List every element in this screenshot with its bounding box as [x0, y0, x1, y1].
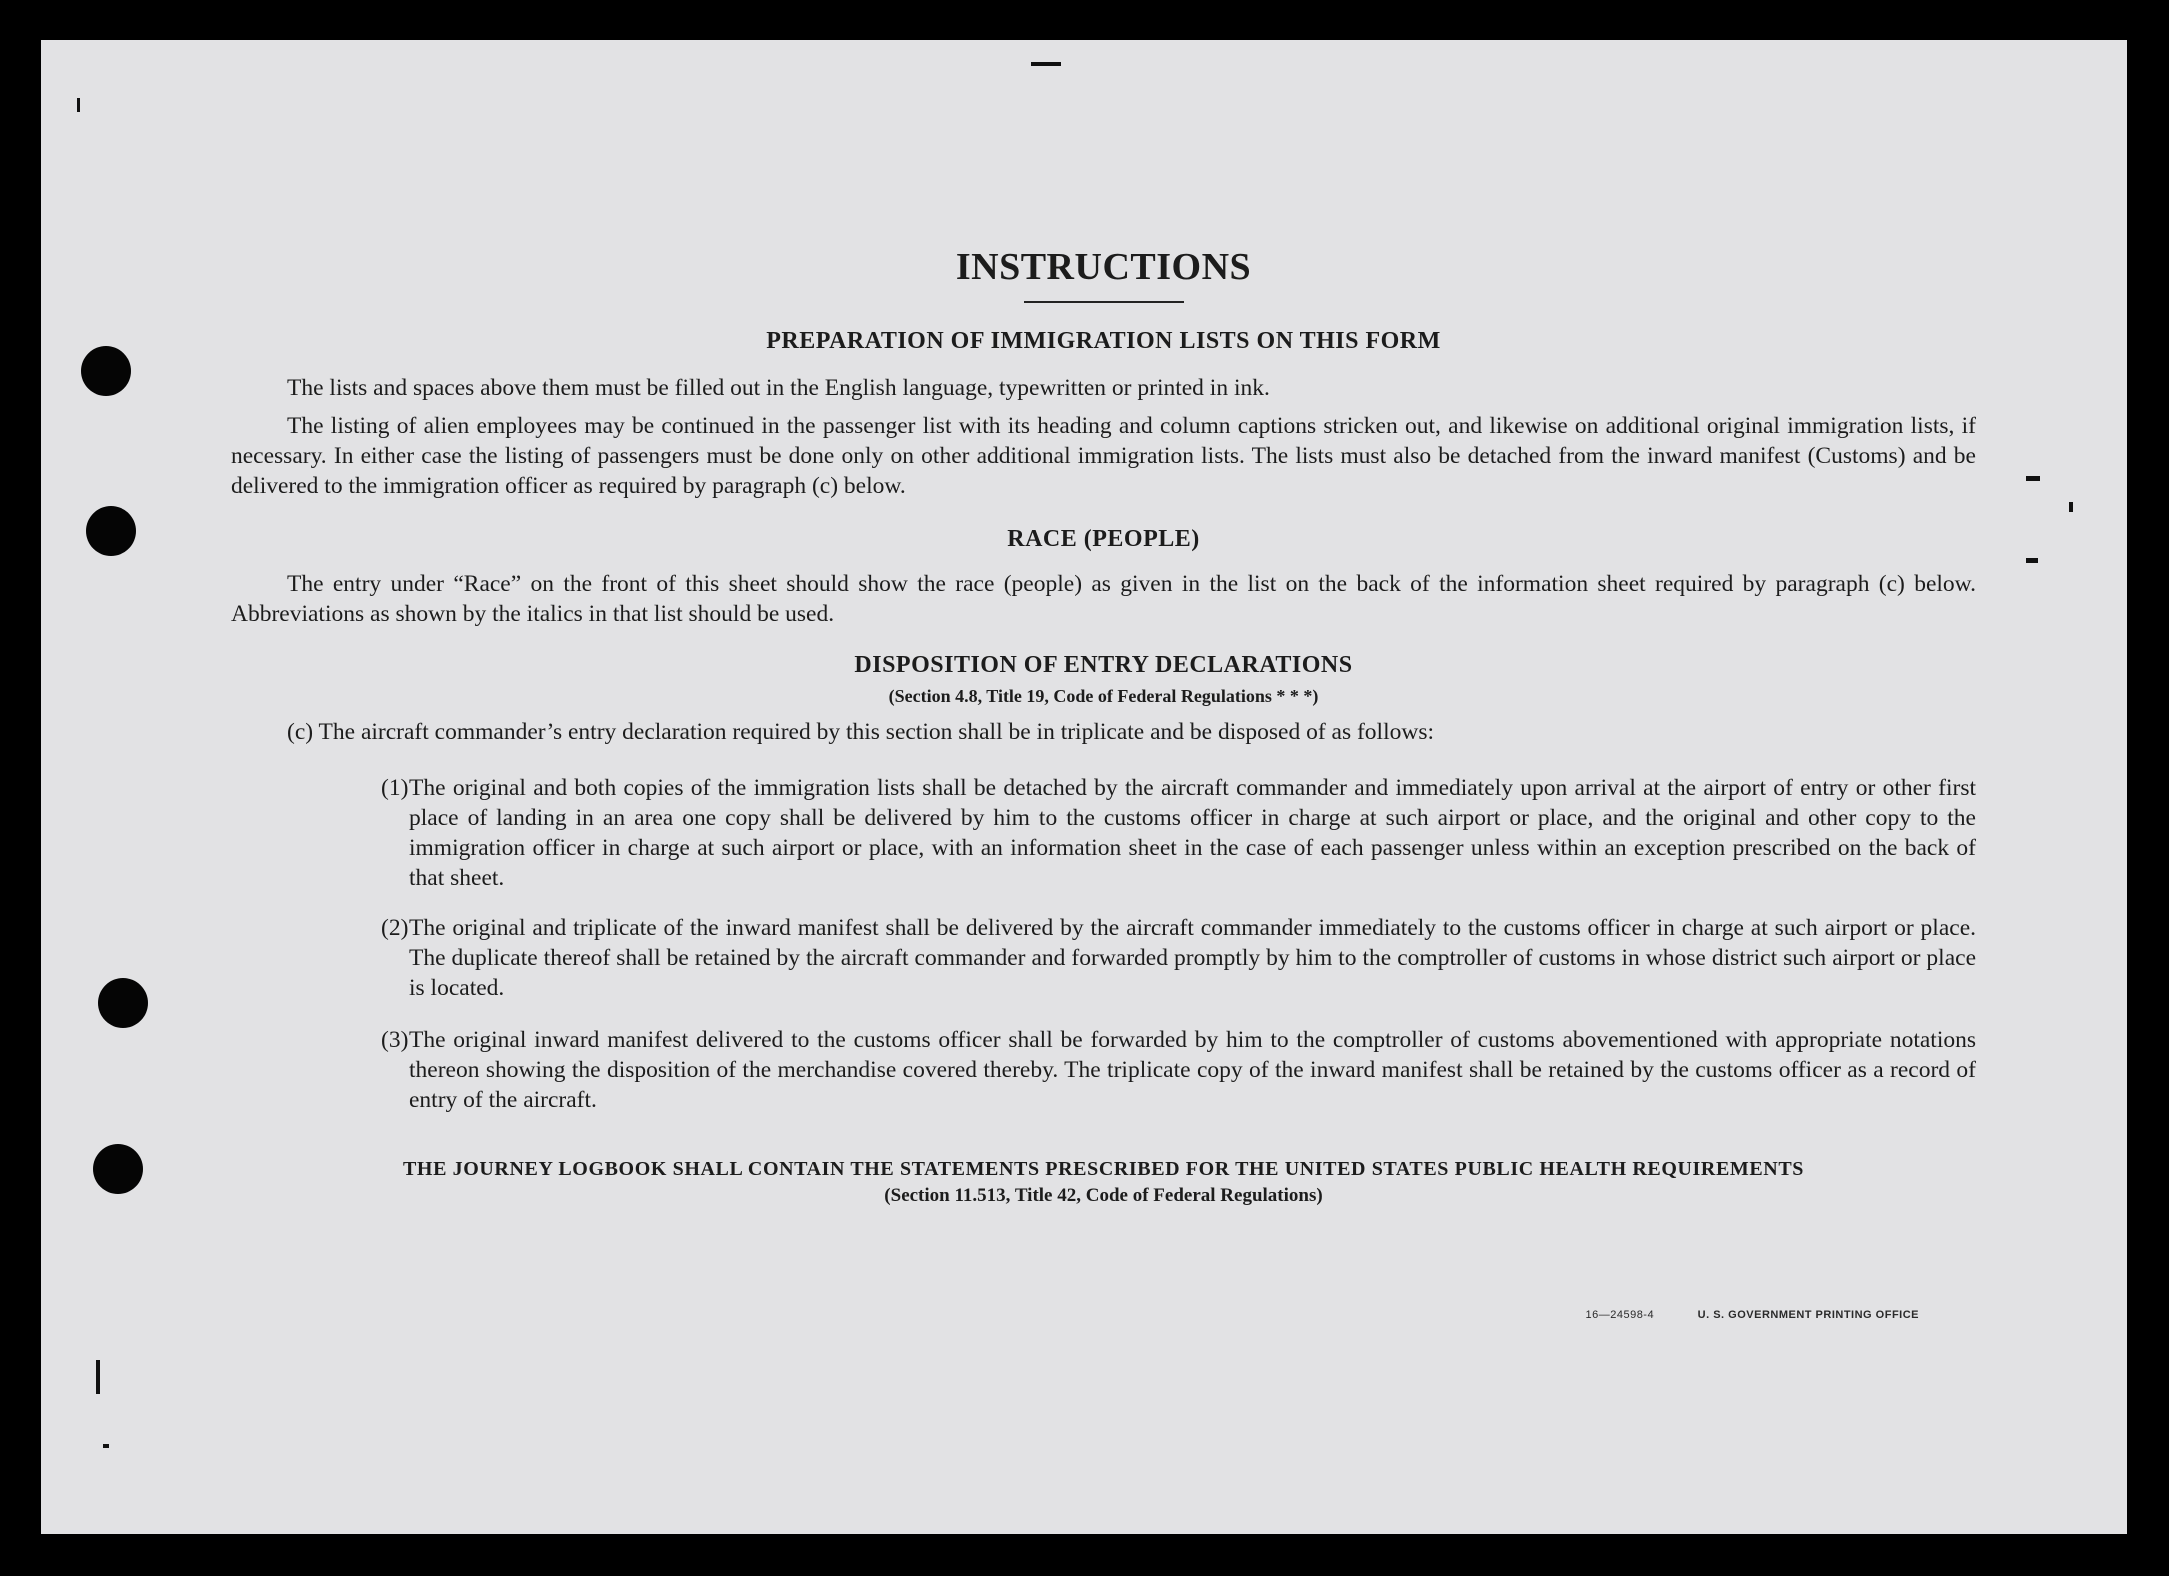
item-c: [231, 717, 1976, 747]
disposition-citation: (Section 4.8, Title 19, Code of Federal Regulations * * *): [888, 686, 1319, 706]
journey-citation: (Section 11.513, Title 42, Code of Federal Regulations): [884, 1185, 1323, 1206]
punch-hole-icon: [86, 506, 136, 556]
scan-speck: [1031, 62, 1061, 66]
item-c-text: The aircraft commander’s entry declaration required by this section shall be in triplicate and be disposed of as follows:: [318, 719, 1435, 745]
printer-name: U. S. GOVERNMENT PRINTING OFFICE: [1697, 1309, 1919, 1321]
document-page: [41, 40, 2127, 1534]
sub-item-text: The original and both copies of the immigration lists shall be detached by the aircraft commander and immediately upon arrival at the airport of entry or other first place of landing in an area one copy shall be delivered by him to the customs officer in charge at such airport or place, and the original and other copy to the immigration officer in charge at such airport or place, with an information sheet in the case of each passenger unless within an exception prescribed on the back of that sheet.: [409, 775, 1976, 891]
punch-hole-icon: [93, 1144, 143, 1194]
scan-speck: [2069, 502, 2073, 512]
page-title: INSTRUCTIONS: [955, 246, 1252, 288]
punch-hole-icon: [81, 346, 131, 396]
sub-item-number: (3): [381, 1027, 409, 1053]
race-paragraph: The entry under “Race” on the front of this sheet should show the race (people) as given in the list on the back of the information sheet required by paragraph (c) below. Abbreviations as shown by the italics in that list should be used.: [231, 571, 1976, 627]
instructions-body: [231, 245, 1976, 1209]
disposition-heading: DISPOSITION OF ENTRY DECLARATIONS: [854, 652, 1353, 678]
sub-item-text: The original and triplicate of the inward manifest shall be delivered by the aircraft commander immediately to the customs officer in charge at such airport or place. The duplicate thereof shall be retained by the aircraft commander and forwarded promptly by him to the comptroller of customs in whose district such airport or place is located.: [409, 915, 1976, 1001]
page-surface: [41, 40, 2127, 1534]
preparation-heading: PREPARATION OF IMMIGRATION LISTS ON THIS FORM: [766, 328, 1441, 354]
scan-speck: [103, 1444, 109, 1448]
sub-item-text: The original inward manifest delivered to the customs officer shall be forwarded by him to the comptroller of customs abovementioned with appropriate notations thereon showing the disposition of the merchandise covered thereby. The triplicate copy of the inward manifest shall be retained by the customs officer as a record of entry of the aircraft.: [409, 1027, 1976, 1113]
preparation-paragraph-2: The listing of alien employees may be continued in the passenger list with its heading and column captions stricken out, and likewise on additional original immigration lists, if necessary. In either case the listing of passengers must be done only on other additional immigration lists. The lists must also be detached from the inward manifest (Customs) and be delivered to the immigration officer as required by paragraph (c) below.: [231, 413, 1976, 499]
sub-item-3: [231, 1025, 1976, 1115]
scan-speck: [2026, 476, 2040, 481]
scan-speck: [2026, 558, 2038, 563]
sub-item-1: [231, 773, 1976, 893]
preparation-paragraph-1: The lists and spaces above them must be filled out in the English language, typewritten or printed in ink.: [287, 375, 1270, 401]
sub-item-number: (2): [381, 915, 409, 941]
item-c-label: (c): [287, 719, 314, 745]
title-underline: [1024, 301, 1184, 303]
printer-imprint: [1585, 1309, 1919, 1321]
journey-heading: THE JOURNEY LOGBOOK SHALL CONTAIN THE STATEMENTS PRESCRIBED FOR THE UNITED STATES PUBLIC HEALTH REQUIREMENTS: [402, 1158, 1805, 1180]
scan-speck: [77, 98, 80, 112]
scan-speck: [96, 1360, 100, 1394]
sub-item-number: (1): [381, 775, 409, 801]
sub-item-2: [231, 913, 1976, 1003]
punch-hole-icon: [98, 978, 148, 1028]
form-number: 16—24598-4: [1585, 1309, 1655, 1321]
race-heading: RACE (PEOPLE): [1007, 526, 1200, 552]
